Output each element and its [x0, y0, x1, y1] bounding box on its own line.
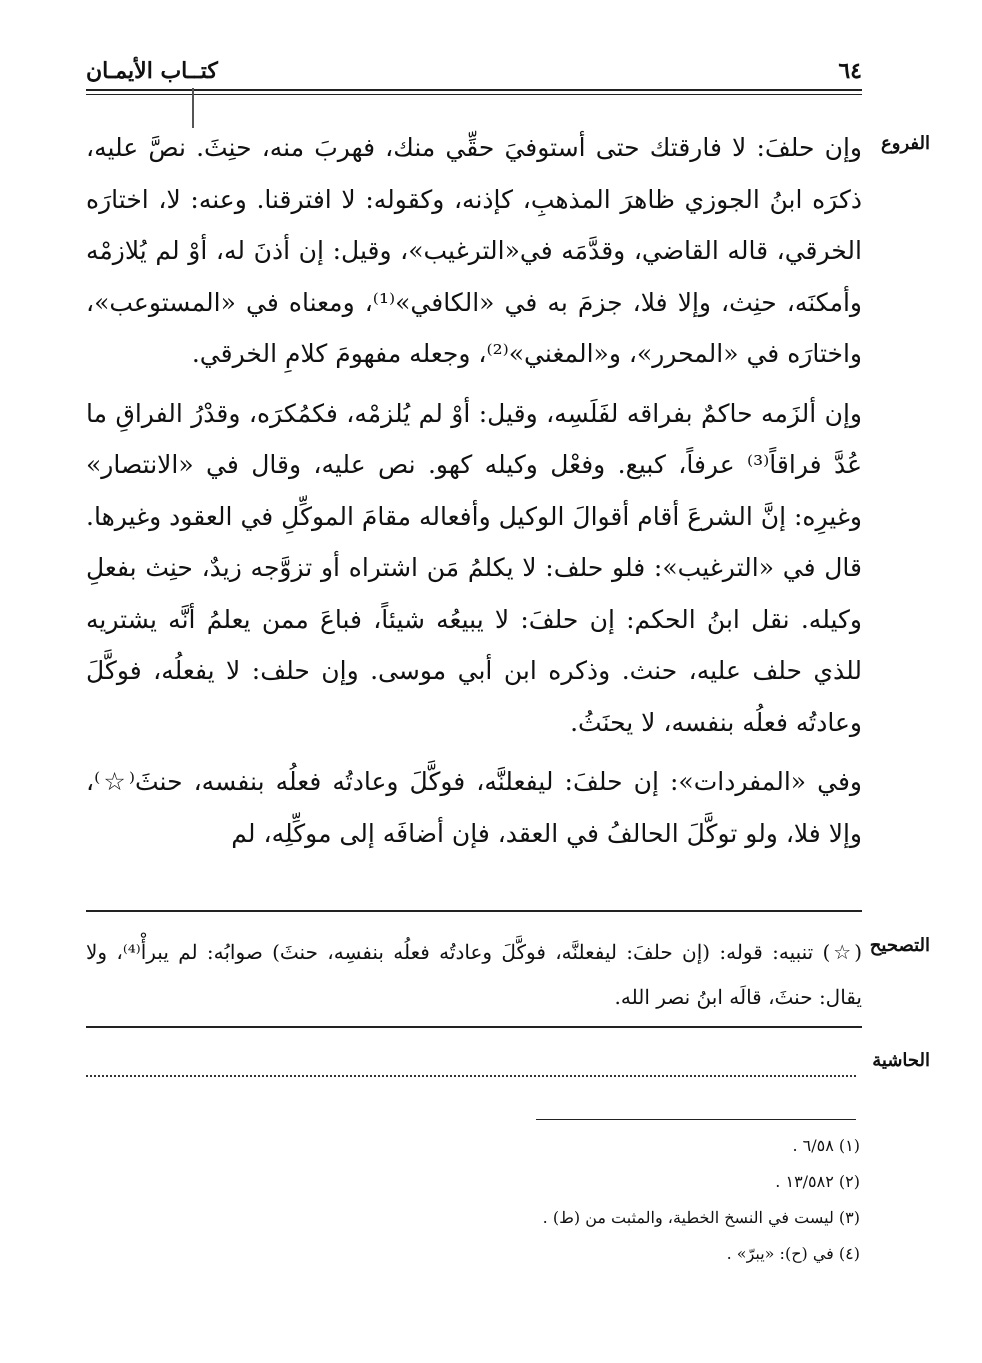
correction-rule-top: [86, 910, 862, 912]
footnote-rule: [536, 1119, 856, 1120]
paragraph-3: وفي «المفردات»: إن حلفَ: ليفعلنَّه، فوكَّلَ وعادتُه فعلُه بنفسه، حنثَ⁽☆⁾، وإلا فلا، ولو توكَّلَ الحالفُ في العقد، فإن أضافَه إلى موكِّلِه، لم: [86, 767, 862, 848]
label-hashiya: الحاشية: [872, 1050, 930, 1071]
page-number: ٦٤: [838, 58, 862, 84]
page-header: [86, 56, 862, 86]
header-rule: [86, 89, 862, 91]
main-text: [86, 122, 862, 859]
chapter-title: كتــاب الأيمـان: [86, 58, 218, 84]
footnote-2: (٢) ١٣/٥٨٢ .: [775, 1172, 860, 1191]
paragraph-2: وإن ألزَمه حاكمٌ بفراقه لفَلَسِه، وقيل: أوْ لم يُلزمْه، فكمُكرَه، وقدْرُ الفراقِ ما عُدَّ فراقاً⁽³⁾ عرفاً، كبيع. وفعْل وكيله كهو. نص عليه، وقال في «الانتصار» وغيرِه: إنَّ الشرعَ أقام أقوالَ الوكيل وأفعاله مقامَ الموكِّلِ في العقود وغيرها. قال في «الترغيب»: فلو حلف: لا يكلمُ مَن اشتراه أو تزوَّجه زيدٌ، حنِث بفعلِ وكيله. نقل ابنُ الحكم: إن حلفَ: لا يبيعُه شيئاً، فباعَ ممن يعلمُ أنَّه يشتريه للذي حلف عليه، حنث. وذكره ابن أبي موسى. وإن حلف: لا يفعلُه، فوكَّلَ وعادتُه فعلُه بنفسه، لا يحنَثُ.: [86, 398, 862, 737]
footnote-1: (١) ٦/٥٨ .: [792, 1136, 860, 1155]
label-tashih: التصحيح: [869, 935, 930, 956]
header-rule-thin: [86, 94, 862, 95]
footnote-3: (٣) ليست في النسخ الخطية، والمثبت من (ط) .: [542, 1208, 860, 1227]
footnote-4: (٤) في (ح): «يبرّ» .: [726, 1244, 860, 1263]
footnotes: [400, 1128, 860, 1272]
correction-rule-bottom: [86, 1026, 862, 1028]
correction-note: (☆) تنبيه: قوله: (إن حلفَ: ليفعلنَّه، فوكَّلَ وعادتُه فعلُه بنفسِه، حنثَ) صوابُه: لم يبرأْ⁽⁴⁾، ولا يقال: حنثَ، قالَه ابنُ نصر الله.: [86, 940, 862, 1009]
hashiya-dotted-line: [86, 1045, 856, 1077]
label-furu: الفروع: [881, 133, 930, 154]
paragraph-1: وإن حلفَ: لا فارقتك حتى أستوفيَ حقِّي منك، فهربَ منه، حنِثَ. نصَّ عليه، ذكرَه ابنُ الجوزي ظاهرَ المذهبِ، كإذنه، وكقوله: لا افترقنا. وعنه: لا، اختارَه الخرقي، قاله القاضي، وقدَّمَه في«الترغيب»، وقيل: إن أذنَ له، أوْ لم يُلازمْه وأمكنَه، حنِث، وإلا فلا، جزمَ به في «الكافي»⁽¹⁾، ومعناه في «المستوعب»، واختارَه في «المحرر»، و«المغني»⁽²⁾، وجعله مفهومَ كلامِ الخرقي.: [86, 133, 862, 368]
